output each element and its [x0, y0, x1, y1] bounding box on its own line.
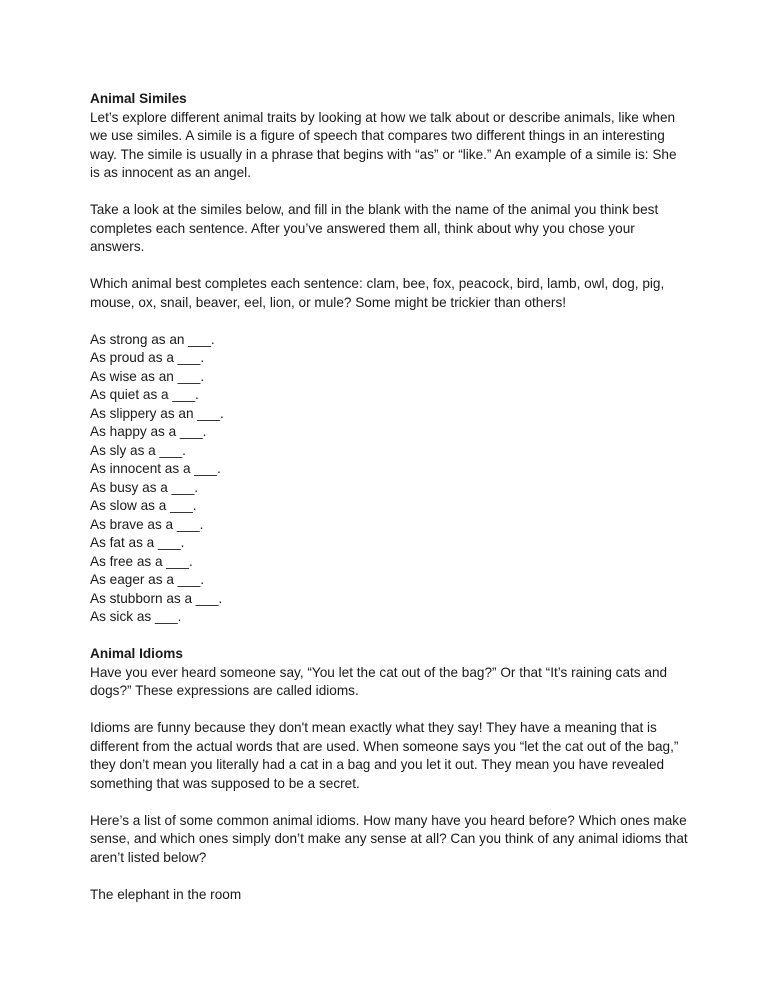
- simile-item: As sly as a ___.: [90, 442, 186, 458]
- simile-item: As sick as ___.: [90, 609, 182, 624]
- idioms-intro-paragraph: Have you ever heard someone say, “You let the cat out of the bag?” Or that “It’s raining cats and dogs?” These expressions are called idioms.: [90, 664, 668, 698]
- idioms-heading: Animal Idioms: [90, 646, 183, 661]
- similes-heading: Animal Similes: [90, 91, 187, 106]
- idioms-prompt-paragraph: Here’s a list of some common animal idioms. How many have you heard before? Which ones make sense, and which ones simply don’t make any sense at all? Can you think of any animal idioms that aren’t listed below?: [90, 812, 688, 865]
- simile-list: [90, 331, 690, 627]
- simile-item: As slippery as an ___.: [90, 405, 224, 421]
- simile-item: As wise as an ___.: [90, 368, 205, 384]
- simile-item: As brave as a ___.: [90, 516, 204, 532]
- similes-instructions-paragraph: Take a look at the similes below, and fill in the blank with the name of the animal you think best completes each sentence. After you’ve answered them all, think about why you chose your answers.: [90, 202, 659, 254]
- simile-item: As happy as a ___.: [90, 424, 207, 439]
- simile-item: As strong as an ___.: [90, 331, 215, 347]
- simile-item: As fat as a ___.: [90, 535, 185, 550]
- similes-question-paragraph: Which animal best completes each sentence: clam, bee, fox, peacock, bird, lamb, owl, dog, pig, mouse, ox, snail, beaver, eel, lion, or mule? Some might be trickier than others!: [90, 276, 665, 310]
- idiom-item: The elephant in the room: [90, 886, 242, 902]
- simile-item: As slow as a ___.: [90, 498, 197, 513]
- simile-item: As eager as a ___.: [90, 572, 205, 587]
- simile-item: As proud as a ___.: [90, 350, 205, 365]
- simile-item: As innocent as a ___.: [90, 461, 221, 476]
- simile-item: As stubborn as a ___.: [90, 590, 223, 606]
- simile-item: As quiet as a ___.: [90, 387, 199, 402]
- document-page: [90, 90, 690, 904]
- similes-intro-paragraph: Let’s explore different animal traits by looking at how we talk about or describe animals, like when we use similes. A simile is a figure of speech that compares two different things in an interesting way. The simile is usually in a phrase that begins with “as” or “like.” An example of a simile is: She is as innocent as an angel.: [90, 109, 677, 180]
- simile-item: As free as a ___.: [90, 553, 193, 569]
- idioms-explanation-paragraph: Idioms are funny because they don't mean exactly what they say! They have a meaning that is different from the actual words that are used. When someone says you “let the cat out of the bag,” they don’t mean you literally had a cat in a bag and you let it out. They mean you have revealed something that was supposed to be a secret.: [90, 720, 679, 791]
- simile-item: As busy as a ___.: [90, 479, 199, 495]
